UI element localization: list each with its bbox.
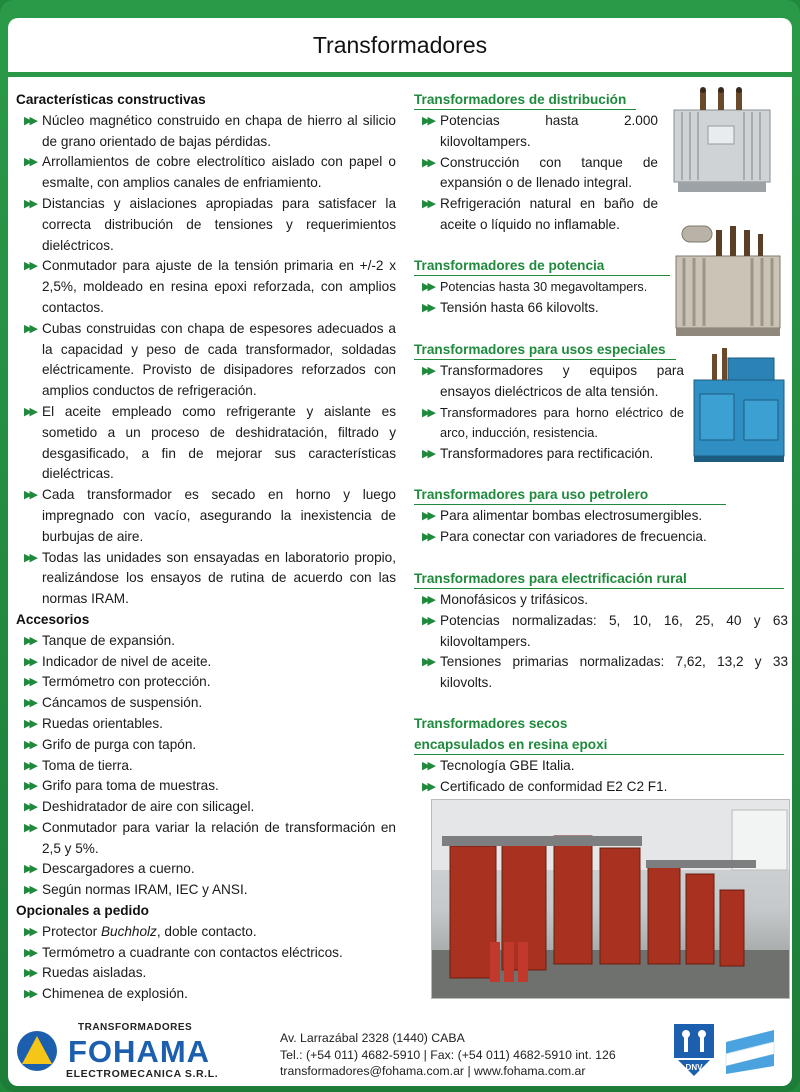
double-arrow-icon: ▶▶	[24, 780, 35, 793]
logo-top-text: TRANSFORMADORES	[78, 1022, 193, 1033]
list-item: ▶▶ Monofásicos y trifásicos.	[414, 590, 788, 611]
double-arrow-icon: ▶▶	[422, 406, 433, 419]
list-item: ▶▶ Conmutador para ajuste de la tensión primaria en +/-2 x 2,5%, moldeado en resina epoxi reforzada, con amplios contactos.	[24, 258, 396, 315]
double-arrow-icon: ▶▶	[24, 634, 35, 647]
list-item: ▶▶ Construcción con tanque de expansión o de llenado integral.	[422, 154, 658, 191]
list-item: ▶▶ Arrollamientos de cobre electrolítico aislado con papel o esmalte, con amplios canales de enfriamiento.	[24, 154, 396, 191]
double-arrow-icon: ▶▶	[422, 530, 433, 543]
double-arrow-icon: ▶▶	[24, 821, 35, 834]
list-item: ▶▶ Tensión hasta 66 kilovolts.	[414, 298, 788, 319]
section-title-secos-line1: Transformadores secos	[414, 716, 568, 731]
list-item: ▶▶ Descargadores a cuerno.	[16, 859, 396, 880]
double-arrow-icon: ▶▶	[24, 322, 35, 335]
page-title: Transformadores	[312, 31, 488, 58]
list-item: ▶▶ Todas las unidades son ensayadas en laboratorio propio, realizándose los ensayos de rutina de acuerdo con las normas IRAM.	[24, 549, 396, 607]
list-item: ▶▶ Indicador de nivel de aceite.	[16, 652, 396, 673]
double-arrow-icon: ▶▶	[24, 967, 35, 980]
list-item: ▶▶ Cubas construidas con chapa de espesores adecuados a la capacidad y peso de cada transformador, soldadas eléctricamente. Provisto de disipadores reforzados con amplios conductos de refrigeración.	[24, 320, 396, 399]
list-item: ▶▶ Deshidratador de aire con silicagel.	[16, 797, 396, 818]
double-arrow-icon: ▶▶	[422, 594, 433, 606]
double-arrow-icon: ▶▶	[422, 156, 433, 169]
list-item: ▶▶ Conmutador para variar la relación de transformación en 2,5 y 5%.	[24, 819, 396, 856]
dnv-badge-text: DNV	[685, 1063, 703, 1072]
double-arrow-icon: ▶▶	[24, 925, 35, 938]
double-arrow-icon: ▶▶	[24, 988, 35, 1001]
list-item: ▶▶ Cada transformador es secado en horno y luego impregnado con vacío, asegurando la inexistencia de burbujas de aire.	[24, 487, 396, 544]
list-item: ▶▶ Certificado de conformidad E2 C2 F1.	[414, 777, 788, 798]
section-title-opcionales: Opcionales a pedido	[16, 903, 149, 919]
section-rural	[414, 569, 788, 714]
argentina-flag-icon	[722, 1028, 778, 1074]
address-text: Av. Larrazábal 2328 (1440) CABA	[280, 1031, 465, 1045]
double-arrow-icon: ▶▶	[24, 759, 35, 772]
double-arrow-icon: ▶▶	[422, 115, 433, 127]
list-item: ▶▶ Transformadores y equipos para ensayos dieléctricos de alta tensión.	[422, 363, 684, 399]
double-arrow-icon: ▶▶	[422, 759, 433, 772]
list-item: ▶▶ Ruedas orientables.	[16, 714, 396, 735]
double-arrow-icon: ▶▶	[24, 114, 35, 127]
double-arrow-icon: ▶▶	[422, 780, 433, 793]
double-arrow-icon: ▶▶	[24, 717, 35, 730]
section-title-potencia: Transformadores de potencia	[414, 256, 670, 276]
list-item: ▶▶ Según normas IRAM, IEC y ANSI.	[16, 880, 396, 901]
dnv-certification-icon	[672, 1022, 716, 1078]
fohama-logo-mark	[14, 1030, 60, 1072]
contact-block	[280, 1030, 616, 1080]
section-title-petrolero: Transformadores para uso petrolero	[414, 485, 726, 505]
list-item: ▶▶ Para alimentar bombas electrosumergibles.	[414, 506, 788, 527]
page-header	[8, 18, 792, 72]
double-arrow-icon: ▶▶	[24, 738, 35, 751]
list-item: ▶▶ El aceite empleado como refrigerante y aislante es sometido a un proceso de deshidratación, filtrado y desgasificado, a fin de mejorar sus características dieléctricas.	[24, 403, 396, 482]
list-item: ▶▶ Transformadores para rectificación.	[414, 444, 684, 465]
list-item: ▶▶ Tecnología GBE Italia.	[414, 756, 788, 777]
contact-text[interactable]: transformadores@fohama.com.ar | www.fohama.com.ar	[280, 1064, 586, 1078]
section-title-usos-especiales: Transformadores para usos especiales	[414, 340, 676, 360]
logo-main-text: FOHAMA	[68, 1034, 211, 1069]
double-arrow-icon: ▶▶	[24, 801, 35, 814]
list-item: ▶▶ Termómetro con protección.	[16, 672, 396, 693]
list-item: ▶▶ Toma de tierra.	[16, 756, 396, 777]
double-arrow-icon: ▶▶	[24, 156, 35, 169]
list-item: ▶▶ Tensiones primarias normalizadas: 7,62, 13,2 y 33 kilovolts.	[422, 654, 788, 691]
list-item: ▶▶ Cáncamos de suspensión.	[16, 693, 396, 714]
section-secos	[414, 714, 788, 797]
list-item: ▶▶ Potencias hasta 30 megavoltampers.	[414, 277, 676, 298]
list-item: ▶▶ Refrigeración natural en baño de aceite o líquido no inflamable.	[422, 196, 658, 232]
list-item: ▶▶ Transformadores para horno eléctrico de arco, inducción, resistencia.	[422, 404, 684, 441]
section-title-accesorios: Accesorios	[16, 611, 90, 627]
list-item: ▶▶ Chimenea de explosión.	[16, 984, 396, 1005]
double-arrow-icon: ▶▶	[422, 656, 433, 669]
double-arrow-icon: ▶▶	[422, 365, 433, 377]
list-item: ▶▶ Grifo para toma de muestras.	[16, 776, 396, 797]
double-arrow-icon: ▶▶	[422, 198, 433, 211]
footer	[8, 1012, 792, 1086]
phone-text: Tel.: (+54 011) 4682-5910 | Fax: (+54 011) 4682-5910 int. 126	[280, 1047, 616, 1062]
double-arrow-icon: ▶▶	[24, 197, 35, 210]
list-item: ▶▶ Termómetro a cuadrante con contactos eléctricos.	[16, 943, 396, 964]
double-arrow-icon: ▶▶	[422, 301, 433, 314]
list-item: ▶▶ Potencias hasta 2.000 kilovoltampers.	[422, 113, 658, 149]
double-arrow-icon: ▶▶	[24, 697, 35, 710]
double-arrow-icon: ▶▶	[422, 510, 433, 522]
distribution-transformer-image	[660, 80, 782, 202]
power-transformer-image	[668, 212, 788, 338]
list-item: ▶▶ Protector Buchholz, doble contacto.	[16, 922, 396, 943]
double-arrow-icon: ▶▶	[24, 260, 35, 273]
list-item: ▶▶ Grifo de purga con tapón.	[16, 735, 396, 756]
list-item: ▶▶ Potencias normalizadas: 5, 10, 16, 25, 40 y 63 kilovoltampers.	[422, 612, 788, 649]
dry-transformers-photo	[431, 799, 790, 999]
double-arrow-icon: ▶▶	[24, 884, 35, 897]
list-item: ▶▶ Núcleo magnético construido en chapa de hierro al silicio de grano orientado de bajas pérdidas.	[24, 112, 396, 149]
list-item: ▶▶ Tanque de expansión.	[16, 631, 396, 652]
double-arrow-icon: ▶▶	[24, 551, 35, 564]
double-arrow-icon: ▶▶	[24, 676, 35, 689]
logo-sub-text: ELECTROMECANICA S.R.L.	[66, 1068, 219, 1080]
double-arrow-icon: ▶▶	[24, 489, 35, 502]
list-item: ▶▶ Ruedas aisladas.	[16, 963, 396, 984]
double-arrow-icon: ▶▶	[24, 655, 35, 668]
section-title-distribucion: Transformadores de distribución	[414, 90, 636, 110]
double-arrow-icon: ▶▶	[422, 281, 433, 293]
section-petrolero	[414, 485, 788, 569]
section-title-secos-line2: encapsulados en resina epoxi	[414, 735, 784, 755]
section-title-caracteristicas: Características constructivas	[16, 92, 206, 107]
double-arrow-icon: ▶▶	[422, 448, 433, 461]
left-column	[16, 90, 396, 1005]
double-arrow-icon: ▶▶	[24, 405, 35, 418]
double-arrow-icon: ▶▶	[422, 614, 433, 627]
list-item: ▶▶ Distancias y aislaciones apropiadas para satisfacer la correcta distribución de tensiones y requerimientos dieléctricos.	[24, 195, 396, 253]
special-transformer-image	[688, 340, 790, 464]
section-title-rural: Transformadores para electrificación rural	[414, 569, 784, 589]
double-arrow-icon: ▶▶	[24, 946, 35, 959]
list-item: ▶▶ Para conectar con variadores de frecuencia.	[414, 527, 788, 548]
double-arrow-icon: ▶▶	[24, 863, 35, 876]
